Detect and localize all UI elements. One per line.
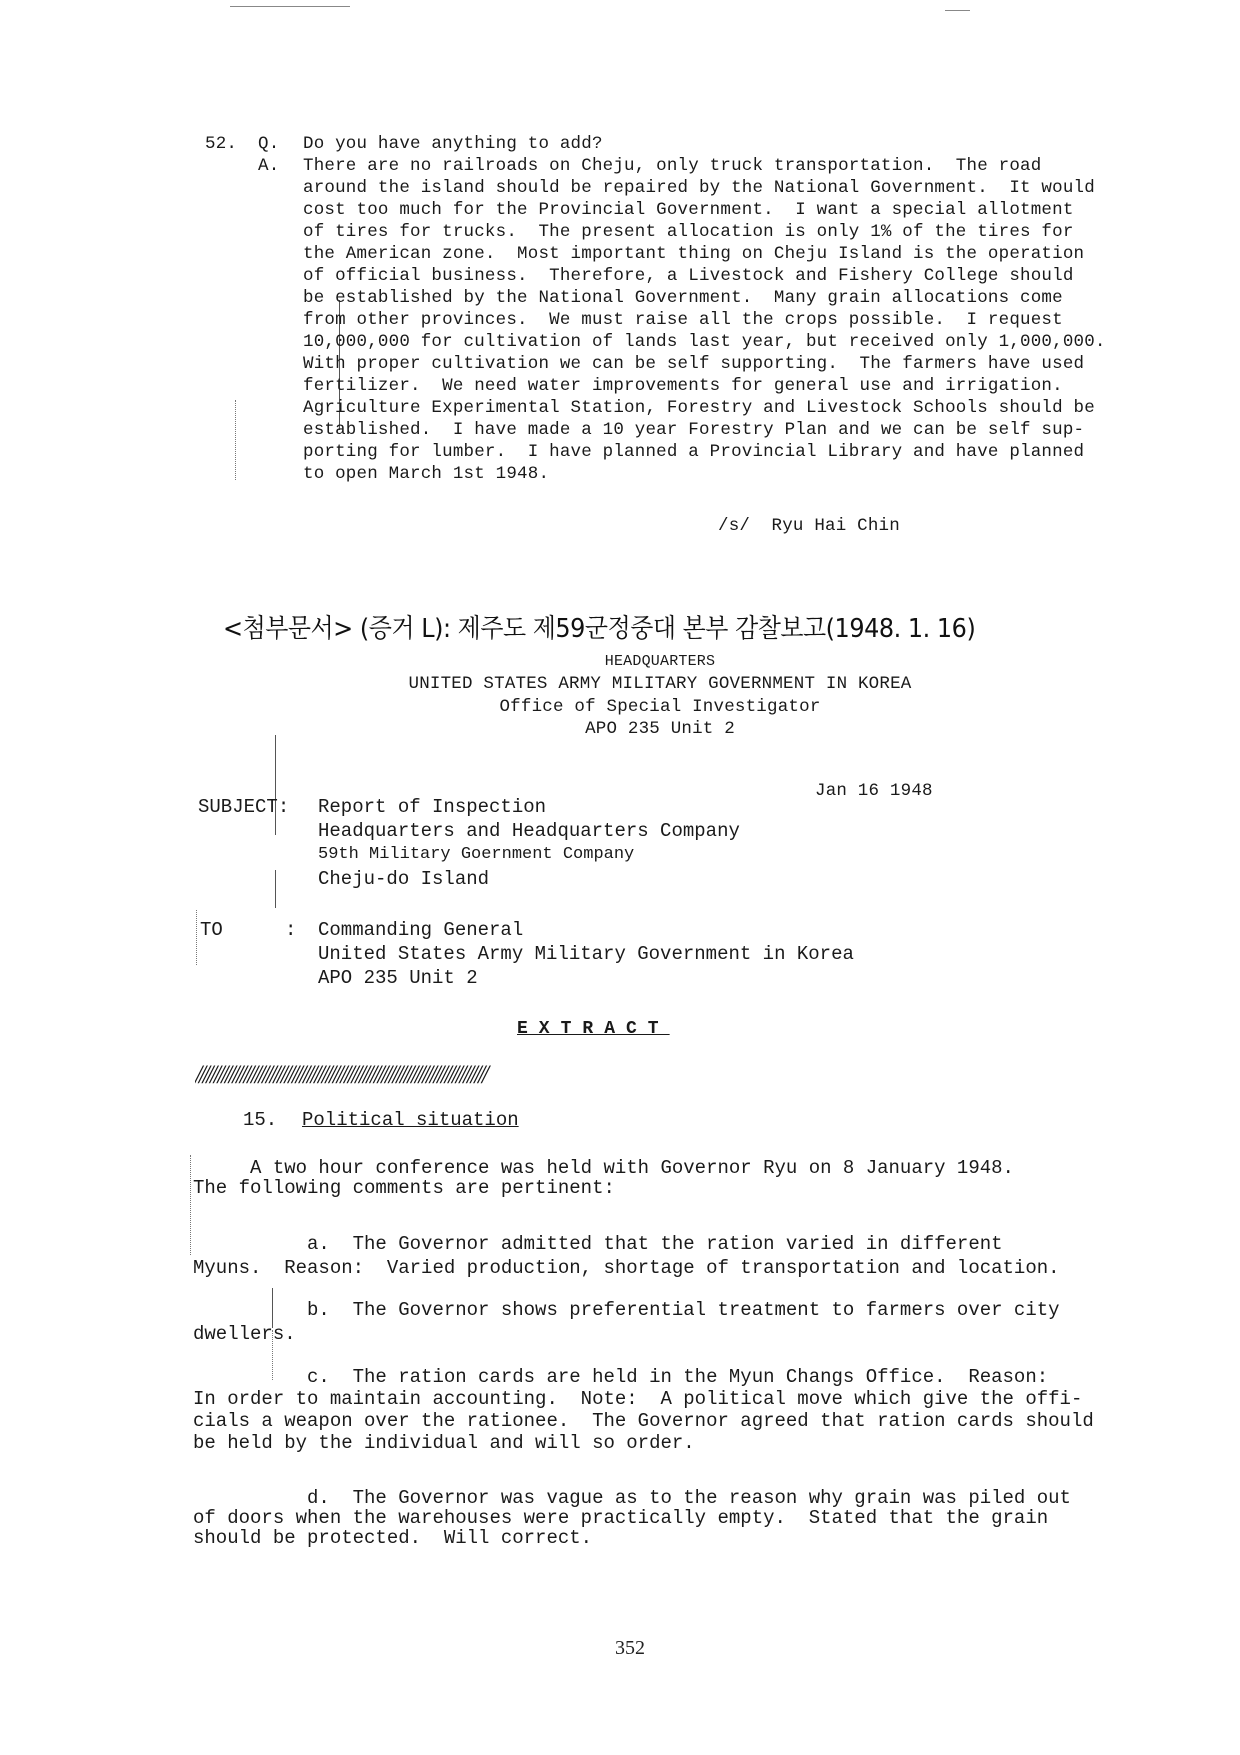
letterhead-apo: APO 235 Unit 2 [585, 719, 735, 739]
comment-line: In order to maintain accounting. Note: A political move which give the offi- [193, 1388, 1083, 1410]
answer-line: porting for lumber. I have planned a Provincial Library and have planned [303, 442, 1085, 462]
intro-line: A two hour conference was held with Governor Ryu on 8 January 1948. [193, 1157, 1014, 1179]
section-title: Political situation [302, 1109, 519, 1131]
extract-heading: EXTRACT [517, 1019, 670, 1039]
letterhead-office: Office of Special Investigator [499, 697, 821, 717]
answer-text [303, 155, 1106, 485]
comment-d [193, 1488, 1071, 1548]
section-number: 15. [243, 1109, 278, 1131]
scan-artifact-top-left [230, 6, 350, 7]
comment-line: Myuns. Reason: Varied production, shortage of transportation and location. [193, 1257, 1060, 1279]
comment-line: b. The Governor shows preferential treatment to farmers over city [193, 1299, 1060, 1321]
margin-mark [235, 400, 236, 480]
comment-line: of doors when the warehouses were practically empty. Stated that the grain [193, 1507, 1049, 1529]
to-block [318, 918, 854, 990]
to-line: Commanding General [318, 919, 524, 941]
margin-mark [196, 910, 197, 965]
subject-line: Report of Inspection [318, 796, 547, 818]
answer-line: the American zone. Most important thing on Cheju Island is the operation [303, 244, 1085, 264]
intro-line: The following comments are pertinent: [193, 1177, 615, 1199]
comment-a [193, 1232, 1060, 1280]
answer-line: There are no railroads on Cheju, only truck transportation. The road [303, 156, 1042, 176]
answer-line: of official business. Therefore, a Livestock and Fishery College should [303, 266, 1074, 286]
to-colon: : [285, 919, 297, 941]
comment-c [193, 1366, 1094, 1454]
section-intro [193, 1158, 1014, 1198]
subject-line: Headquarters and Headquarters Company [318, 820, 740, 842]
subject-block [318, 795, 740, 891]
comment-line: c. The ration cards are held in the Myun Changs Office. Reason: [193, 1366, 1049, 1388]
comment-line: dwellers. [193, 1323, 296, 1345]
answer-line: 10,000,000 for cultivation of lands last year, but received only 1,000,000. [303, 332, 1106, 352]
subject-line: Cheju-do Island [318, 868, 490, 890]
comment-line: should be protected. Will correct. [193, 1527, 593, 1549]
question-label: Q. [258, 134, 280, 154]
comment-line: cials a weapon over the rationee. The Governor agreed that ration cards should [193, 1410, 1094, 1432]
separator-line: ////////////////////////////////////////////////////////////////////////////// [195, 1060, 486, 1089]
answer-line: established. I have made a 10 year Forestry Plan and we can be self sup- [303, 420, 1085, 440]
signature: /s/ Ryu Hai Chin [718, 516, 900, 536]
comment-line: d. The Governor was vague as to the reason why grain was piled out [193, 1487, 1071, 1509]
answer-line: around the island should be repaired by the National Government. It would [303, 178, 1095, 198]
scan-artifact-top-right [945, 10, 970, 11]
question-text: Do you have anything to add? [303, 134, 603, 154]
memo-date: Jan 16 1948 [815, 781, 933, 801]
answer-line: Agriculture Experimental Station, Forestry and Livestock Schools should be [303, 398, 1095, 418]
answer-line: of tires for trucks. The present allocation is only 1% of the tires for [303, 222, 1074, 242]
page-number: 352 [615, 1637, 645, 1659]
letterhead-org: UNITED STATES ARMY MILITARY GOVERNMENT IN KOREA [408, 674, 912, 694]
subject-label: SUBJECT: [198, 796, 290, 818]
answer-line: to open March 1st 1948. [303, 464, 550, 484]
letterhead-headquarters: HEADQUARTERS [604, 653, 716, 670]
margin-mark [275, 735, 276, 835]
answer-label: A. [258, 156, 280, 176]
comment-b [193, 1298, 1060, 1346]
to-label: TO [200, 919, 223, 941]
letterhead [340, 652, 980, 740]
comment-line: be held by the individual and will so order. [193, 1432, 695, 1454]
answer-line: fertilizer. We need water improvements for general use and irrigation. [303, 376, 1063, 396]
margin-mark [275, 870, 276, 908]
to-line: APO 235 Unit 2 [318, 967, 478, 989]
comment-line: a. The Governor admitted that the ration varied in different [193, 1233, 1003, 1255]
interview-item-number: 52. [205, 134, 238, 154]
to-line: United States Army Military Government in Korea [318, 943, 854, 965]
answer-line: be established by the National Government. Many grain allocations come [303, 288, 1063, 308]
subject-line: 59th Military Goernment Company [318, 845, 635, 864]
answer-line: With proper cultivation we can be self supporting. The farmers have used [303, 354, 1085, 374]
answer-line: from other provinces. We must raise all the crops possible. I request [303, 310, 1063, 330]
answer-line: cost too much for the Provincial Government. I want a special allotment [303, 200, 1074, 220]
margin-mark [190, 1155, 191, 1255]
attachment-title: <첨부문서> (증거 L): 제주도 제59군정중대 본부 감찰보고(1948. 1. 16) [223, 614, 976, 644]
